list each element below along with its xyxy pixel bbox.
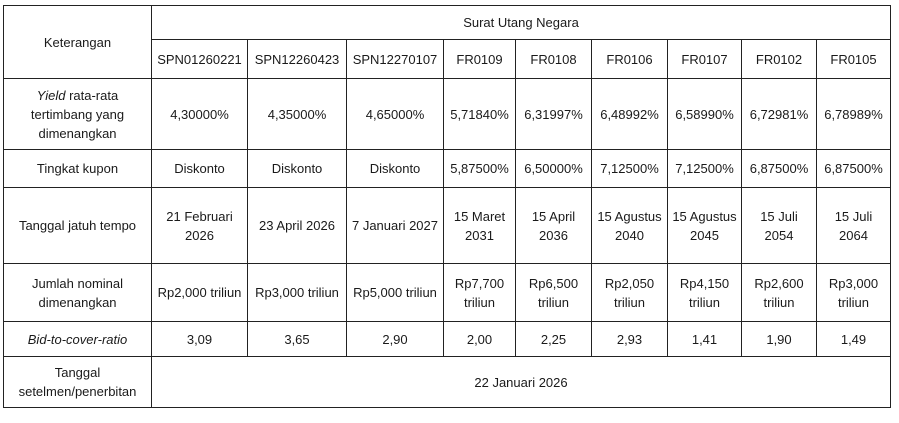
maturity-cell: 15 Maret 2031 bbox=[444, 188, 516, 264]
maturity-cell: 23 April 2026 bbox=[248, 188, 347, 264]
settlement-cell: 22 Januari 2026 bbox=[152, 357, 891, 408]
maturity-cell: 7 Januari 2027 bbox=[347, 188, 444, 264]
yield-row-label bbox=[4, 79, 152, 150]
series-header: FR0105 bbox=[817, 40, 891, 79]
nominal-cell: Rp2,600 triliun bbox=[742, 264, 817, 322]
nominal-cell: Rp6,500 triliun bbox=[516, 264, 592, 322]
coupon-cell: 5,87500% bbox=[444, 150, 516, 188]
nominal-cell: Rp2,050 triliun bbox=[592, 264, 668, 322]
btc-row bbox=[4, 322, 891, 357]
group-header: Surat Utang Negara bbox=[152, 6, 891, 40]
yield-cell: 5,71840% bbox=[444, 79, 516, 150]
coupon-row bbox=[4, 150, 891, 188]
series-header: FR0109 bbox=[444, 40, 516, 79]
series-header: FR0106 bbox=[592, 40, 668, 79]
row-header-title: Keterangan bbox=[4, 6, 152, 79]
yield-cell: 4,30000% bbox=[152, 79, 248, 150]
btc-label-italic: Bid-to-cover-ratio bbox=[27, 331, 128, 347]
yield-label-rest: rata-rata tertimbang yang dimenangkan bbox=[30, 87, 125, 141]
coupon-cell: 6,87500% bbox=[742, 150, 817, 188]
settlement-row-label: Tanggal setelmen/penerbitan bbox=[4, 357, 152, 408]
nominal-cell: Rp3,000 triliun bbox=[248, 264, 347, 322]
maturity-cell: 15 Juli 2054 bbox=[742, 188, 817, 264]
yield-label-italic: Yield bbox=[36, 87, 66, 103]
btc-cell: 2,90 bbox=[347, 322, 444, 357]
nominal-cell: Rp4,150 triliun bbox=[668, 264, 742, 322]
coupon-cell: 7,12500% bbox=[668, 150, 742, 188]
nominal-cell: Rp7,700 triliun bbox=[444, 264, 516, 322]
nominal-cell: Rp5,000 triliun bbox=[347, 264, 444, 322]
series-header: FR0107 bbox=[668, 40, 742, 79]
coupon-cell: 7,12500% bbox=[592, 150, 668, 188]
maturity-cell: 15 April 2036 bbox=[516, 188, 592, 264]
nominal-row bbox=[4, 264, 891, 322]
series-header: FR0102 bbox=[742, 40, 817, 79]
series-header: FR0108 bbox=[516, 40, 592, 79]
series-header: SPN12260423 bbox=[248, 40, 347, 79]
coupon-cell: Diskonto bbox=[347, 150, 444, 188]
series-header: SPN12270107 bbox=[347, 40, 444, 79]
nominal-cell: Rp3,000 triliun bbox=[817, 264, 891, 322]
maturity-row-label: Tanggal jatuh tempo bbox=[4, 188, 152, 264]
maturity-cell: 21 Februari 2026 bbox=[152, 188, 248, 264]
btc-cell: 1,41 bbox=[668, 322, 742, 357]
yield-cell: 6,78989% bbox=[817, 79, 891, 150]
nominal-row-label: Jumlah nominal dimenangkan bbox=[4, 264, 152, 322]
maturity-cell: 15 Agustus 2040 bbox=[592, 188, 668, 264]
yield-cell: 6,72981% bbox=[742, 79, 817, 150]
yield-cell: 4,35000% bbox=[248, 79, 347, 150]
coupon-cell: 6,87500% bbox=[817, 150, 891, 188]
coupon-cell: Diskonto bbox=[152, 150, 248, 188]
btc-row-label bbox=[4, 322, 152, 357]
settlement-row bbox=[4, 357, 891, 408]
btc-cell: 3,65 bbox=[248, 322, 347, 357]
yield-cell: 6,48992% bbox=[592, 79, 668, 150]
btc-cell: 2,00 bbox=[444, 322, 516, 357]
yield-row bbox=[4, 79, 891, 150]
auction-results-table bbox=[3, 5, 891, 408]
maturity-cell: 15 Juli 2064 bbox=[817, 188, 891, 264]
coupon-cell: 6,50000% bbox=[516, 150, 592, 188]
btc-cell: 1,90 bbox=[742, 322, 817, 357]
series-header: SPN01260221 bbox=[152, 40, 248, 79]
coupon-cell: Diskonto bbox=[248, 150, 347, 188]
btc-cell: 2,25 bbox=[516, 322, 592, 357]
coupon-row-label: Tingkat kupon bbox=[4, 150, 152, 188]
yield-cell: 6,58990% bbox=[668, 79, 742, 150]
nominal-cell: Rp2,000 triliun bbox=[152, 264, 248, 322]
yield-cell: 6,31997% bbox=[516, 79, 592, 150]
maturity-row bbox=[4, 188, 891, 264]
maturity-cell: 15 Agustus 2045 bbox=[668, 188, 742, 264]
yield-cell: 4,65000% bbox=[347, 79, 444, 150]
btc-cell: 2,93 bbox=[592, 322, 668, 357]
btc-cell: 3,09 bbox=[152, 322, 248, 357]
btc-cell: 1,49 bbox=[817, 322, 891, 357]
